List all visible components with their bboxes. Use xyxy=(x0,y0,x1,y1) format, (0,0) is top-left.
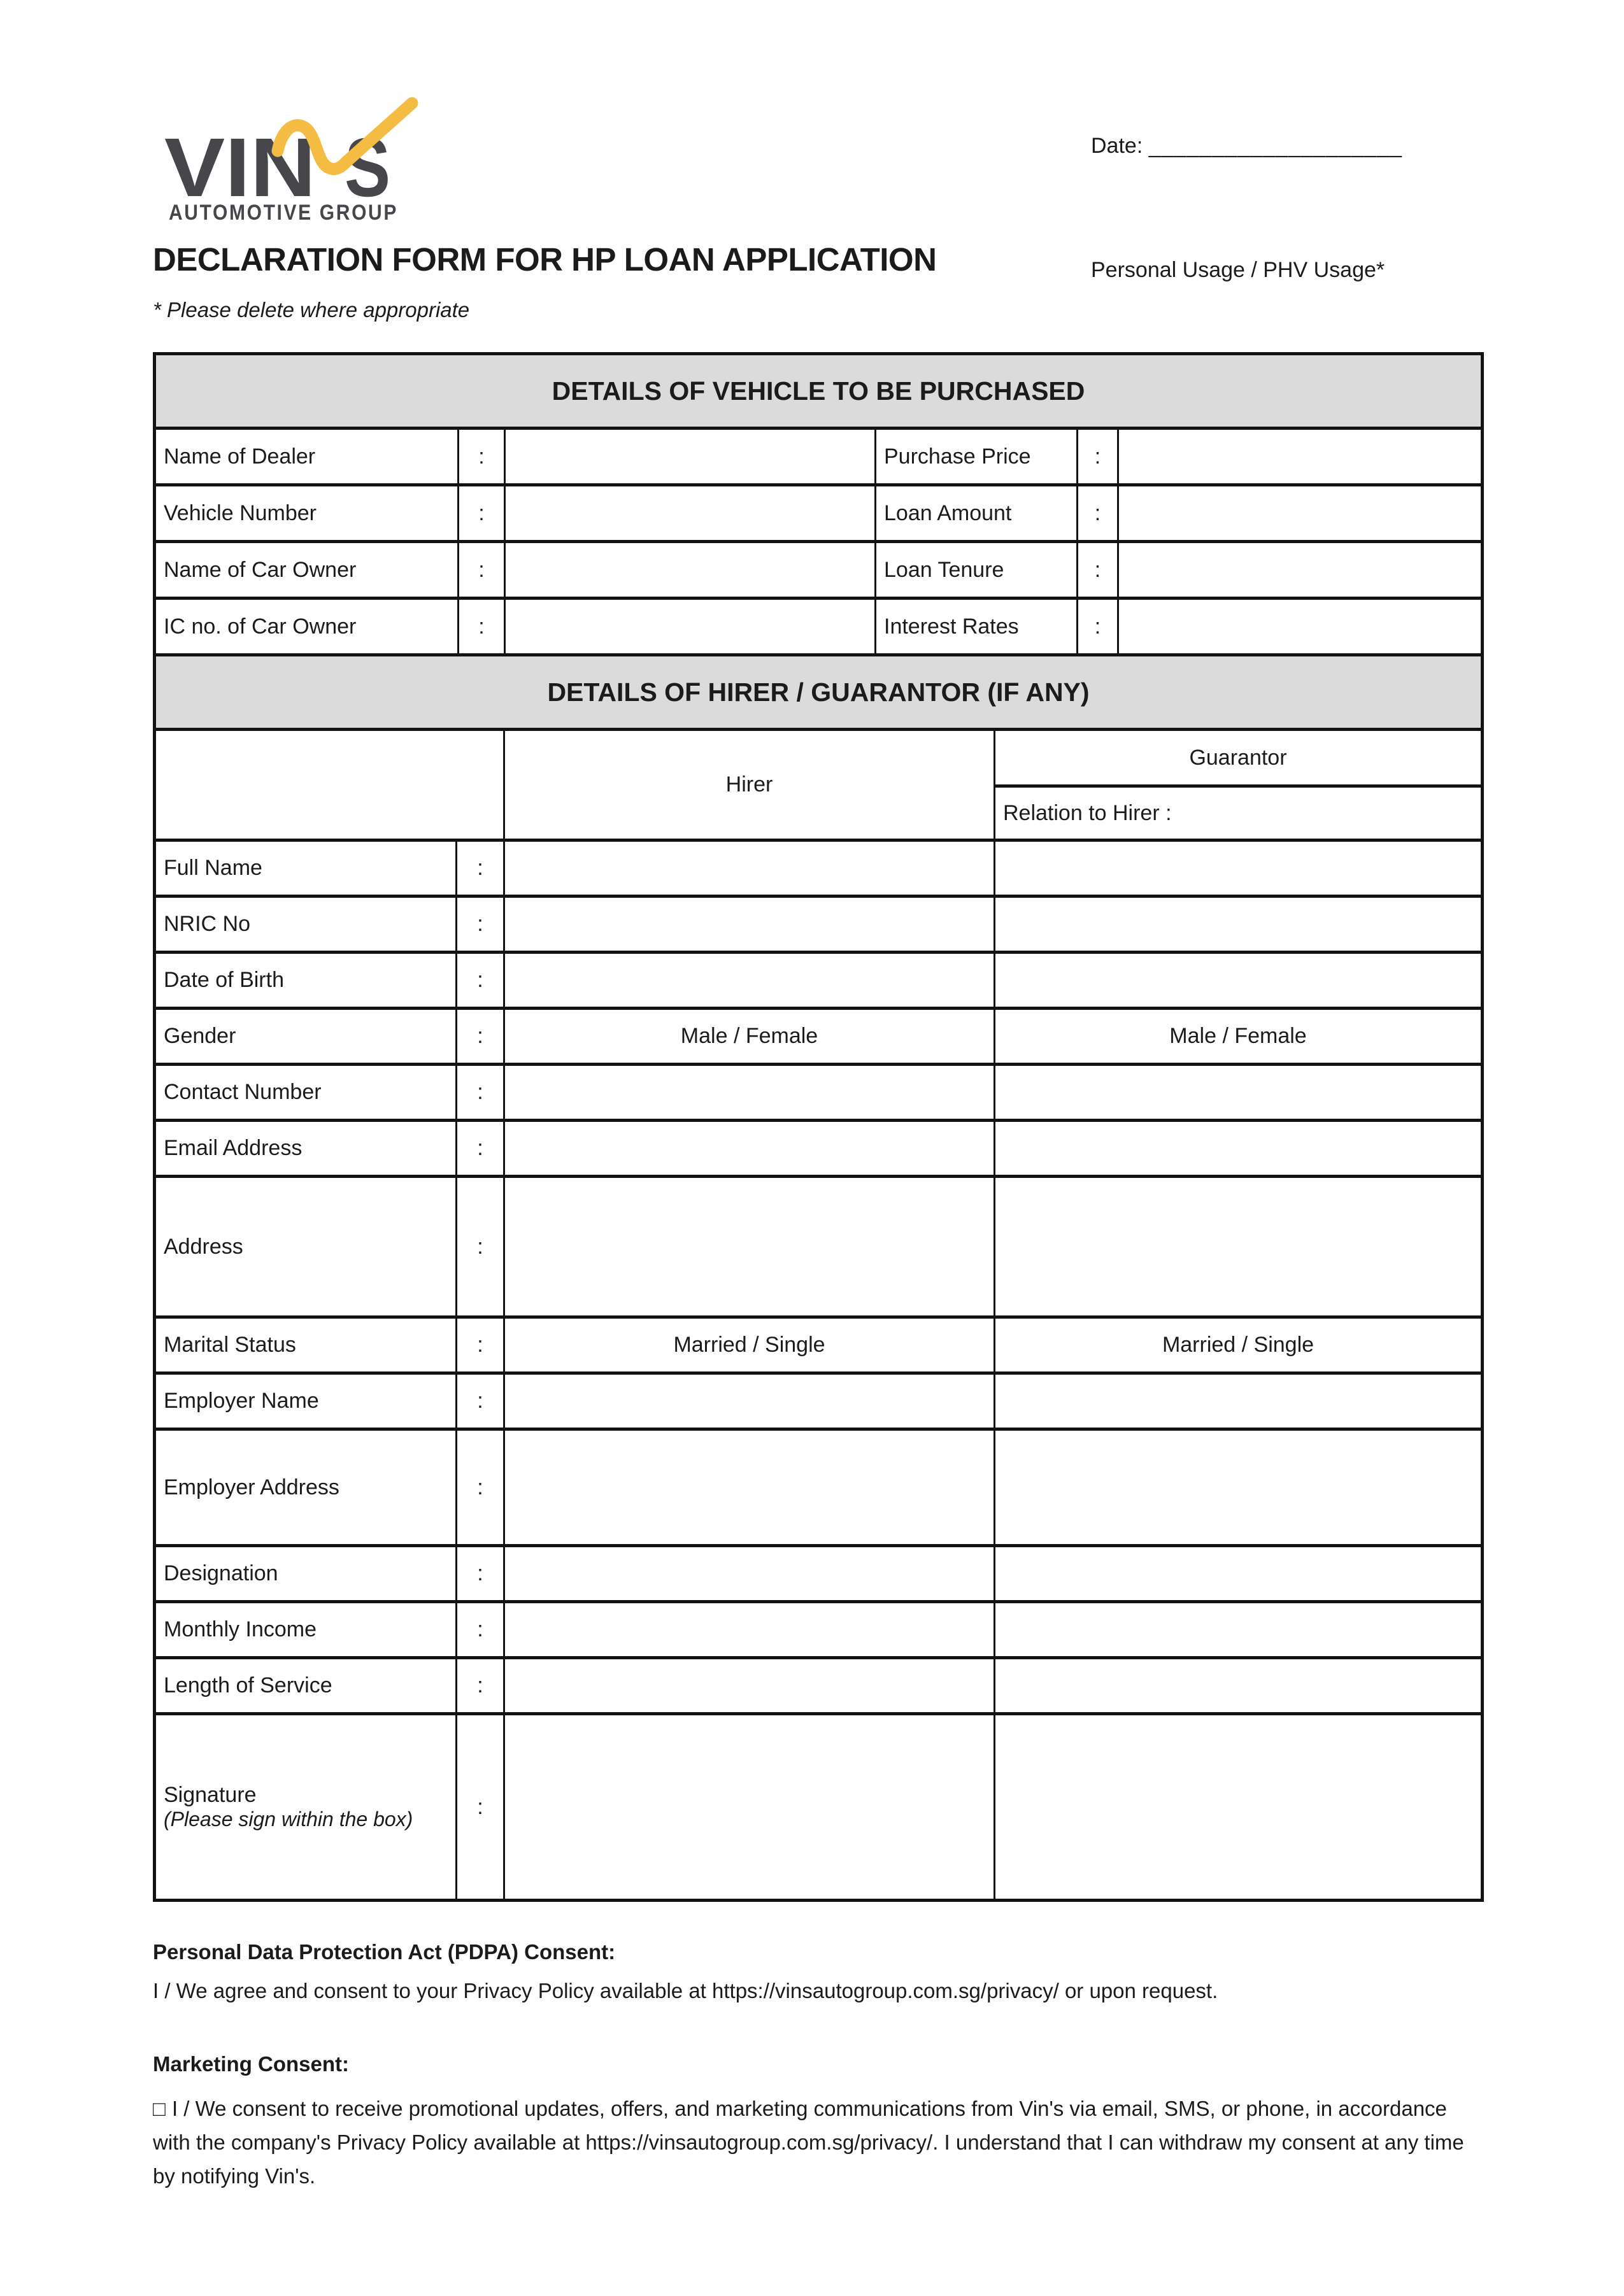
signature-label-text: Signature xyxy=(164,1783,257,1807)
delete-instruction-note: * Please delete where appropriate xyxy=(153,298,470,322)
vehicle-number-blank-cell[interactable] xyxy=(505,485,876,542)
colon-separator: : xyxy=(457,1121,504,1177)
purchase-price-blank-cell[interactable] xyxy=(1118,429,1483,485)
field-label: Name of Dealer xyxy=(155,429,459,485)
hirer-signature-box[interactable] xyxy=(504,1714,995,1901)
colon-separator: : xyxy=(457,840,504,896)
logo-tagline: AUTOMOTIVE GROUP xyxy=(169,201,398,225)
table-row xyxy=(155,1065,1483,1121)
car-owner-ic-blank-cell[interactable] xyxy=(505,599,876,655)
field-label: Date of Birth xyxy=(155,953,457,1009)
table-row xyxy=(155,1714,1483,1901)
table-row xyxy=(155,1373,1483,1429)
vins-automotive-logo xyxy=(153,90,427,227)
table-row xyxy=(155,953,1483,1009)
hirer-dob-blank-cell[interactable] xyxy=(504,953,995,1009)
guarantor-employer-address-blank-cell[interactable] xyxy=(995,1429,1483,1546)
field-label: Name of Car Owner xyxy=(155,542,459,599)
table-row xyxy=(155,896,1483,953)
colon-separator: : xyxy=(457,1009,504,1065)
date-blank-line[interactable]: ____________________ xyxy=(1148,134,1402,158)
hirer-guarantor-table xyxy=(153,653,1484,1902)
field-label: Monthly Income xyxy=(155,1602,457,1658)
interest-rates-blank-cell[interactable] xyxy=(1118,599,1483,655)
vehicle-table-title: DETAILS OF VEHICLE TO BE PURCHASED xyxy=(155,354,1483,429)
field-label: Gender xyxy=(155,1009,457,1065)
table-row xyxy=(155,1009,1483,1065)
table-row xyxy=(155,485,1483,542)
colon-separator: : xyxy=(457,1602,504,1658)
vehicle-details-table xyxy=(153,352,1484,656)
field-label: Interest Rates xyxy=(876,599,1078,655)
logo-brand-right: S xyxy=(345,120,390,214)
pdpa-consent-text: I / We agree and consent to your Privacy Policy available at https://vinsautogroup.com.sg/privacy/ or upon request. xyxy=(153,1978,1218,2002)
loan-tenure-blank-cell[interactable] xyxy=(1118,542,1483,599)
guarantor-employer-name-blank-cell[interactable] xyxy=(995,1373,1483,1429)
guarantor-dob-blank-cell[interactable] xyxy=(995,953,1483,1009)
guarantor-gender-options[interactable]: Male / Female xyxy=(995,1009,1483,1065)
date-label: Date: xyxy=(1091,134,1143,158)
table-row xyxy=(155,1317,1483,1373)
hirer-marital-status-options[interactable]: Married / Single xyxy=(504,1317,995,1373)
car-owner-name-blank-cell[interactable] xyxy=(505,542,876,599)
table-row xyxy=(155,599,1483,655)
colon-separator: : xyxy=(459,485,505,542)
hirer-contact-blank-cell[interactable] xyxy=(504,1065,995,1121)
field-label: Designation xyxy=(155,1546,457,1602)
guarantor-nric-blank-cell[interactable] xyxy=(995,896,1483,953)
hirer-gender-options[interactable]: Male / Female xyxy=(504,1009,995,1065)
field-label: Loan Amount xyxy=(876,485,1078,542)
hirer-employer-address-blank-cell[interactable] xyxy=(504,1429,995,1546)
dealer-name-blank-cell[interactable] xyxy=(505,429,876,485)
colon-separator: : xyxy=(457,953,504,1009)
hirer-designation-blank-cell[interactable] xyxy=(504,1546,995,1602)
field-label: Full Name xyxy=(155,840,457,896)
guarantor-designation-blank-cell[interactable] xyxy=(995,1546,1483,1602)
marketing-consent-checkbox-icon[interactable]: □ xyxy=(153,2097,166,2121)
guarantor-signature-box[interactable] xyxy=(995,1714,1483,1901)
table-row xyxy=(155,1177,1483,1317)
colon-separator: : xyxy=(457,1546,504,1602)
table-row xyxy=(155,542,1483,599)
signature-instruction-note: (Please sign within the box) xyxy=(164,1808,413,1831)
guarantor-monthly-income-blank-cell[interactable] xyxy=(995,1602,1483,1658)
empty-corner-cell xyxy=(155,730,504,840)
page-title: DECLARATION FORM FOR HP LOAN APPLICATION xyxy=(153,241,937,278)
field-label: Employer Address xyxy=(155,1429,457,1546)
table-row xyxy=(155,1602,1483,1658)
colon-separator: : xyxy=(457,1177,504,1317)
field-label: NRIC No xyxy=(155,896,457,953)
column-header-row xyxy=(155,730,1483,786)
colon-separator: : xyxy=(457,1373,504,1429)
table-row xyxy=(155,1429,1483,1546)
relation-to-hirer-label: Relation to Hirer : xyxy=(995,786,1483,840)
colon-separator: : xyxy=(457,1658,504,1714)
hirer-monthly-income-blank-cell[interactable] xyxy=(504,1602,995,1658)
marketing-consent-text xyxy=(153,2092,1485,2193)
table-row xyxy=(155,429,1483,485)
usage-note: Personal Usage / PHV Usage* xyxy=(1091,258,1385,282)
colon-separator: : xyxy=(457,1317,504,1373)
colon-separator: : xyxy=(1078,599,1118,655)
date-field xyxy=(1091,134,1402,159)
guarantor-length-of-service-blank-cell[interactable] xyxy=(995,1658,1483,1714)
consent-section xyxy=(153,1936,1485,2193)
table-row xyxy=(155,1658,1483,1714)
colon-separator: : xyxy=(459,542,505,599)
field-label: Address xyxy=(155,1177,457,1317)
hirer-email-blank-cell[interactable] xyxy=(504,1121,995,1177)
colon-separator: : xyxy=(459,429,505,485)
hirer-table-title: DETAILS OF HIRER / GUARANTOR (IF ANY) xyxy=(155,655,1483,730)
hirer-address-blank-cell[interactable] xyxy=(504,1177,995,1317)
colon-separator: : xyxy=(1078,485,1118,542)
guarantor-contact-blank-cell[interactable] xyxy=(995,1065,1483,1121)
pdpa-consent-heading: Personal Data Protection Act (PDPA) Consent: xyxy=(153,1940,616,1964)
marketing-consent-heading: Marketing Consent: xyxy=(153,2052,350,2076)
field-label: Loan Tenure xyxy=(876,542,1078,599)
hirer-employer-name-blank-cell[interactable] xyxy=(504,1373,995,1429)
guarantor-marital-status-options[interactable]: Married / Single xyxy=(995,1317,1483,1373)
hirer-column-header: Hirer xyxy=(504,730,995,840)
table-row xyxy=(155,1121,1483,1177)
colon-separator: : xyxy=(457,1714,504,1901)
field-label: Vehicle Number xyxy=(155,485,459,542)
guarantor-address-blank-cell[interactable] xyxy=(995,1177,1483,1317)
hirer-length-of-service-blank-cell[interactable] xyxy=(504,1658,995,1714)
table-row xyxy=(155,840,1483,896)
colon-separator: : xyxy=(459,599,505,655)
field-label: Marital Status xyxy=(155,1317,457,1373)
hirer-nric-blank-cell[interactable] xyxy=(504,896,995,953)
colon-separator: : xyxy=(457,1429,504,1546)
logo-brand-left: VIN xyxy=(164,120,316,214)
field-label: IC no. of Car Owner xyxy=(155,599,459,655)
table-row xyxy=(155,1546,1483,1602)
guarantor-column-header: Guarantor xyxy=(995,730,1483,786)
field-label: Contact Number xyxy=(155,1065,457,1121)
field-label: Length of Service xyxy=(155,1658,457,1714)
colon-separator: : xyxy=(457,896,504,953)
field-label: Employer Name xyxy=(155,1373,457,1429)
guarantor-email-blank-cell[interactable] xyxy=(995,1121,1483,1177)
field-label: Email Address xyxy=(155,1121,457,1177)
signature-field-label xyxy=(155,1714,457,1901)
marketing-consent-body: I / We consent to receive promotional updates, offers, and marketing communications from Vin's via email, SMS, or phone, in accordance with the company's Privacy Policy available at https://vinsautogroup.com.sg/privacy/. I understand that I can withdraw my consent at any time by notifying Vin's. xyxy=(153,2097,1464,2188)
colon-separator: : xyxy=(457,1065,504,1121)
field-label: Purchase Price xyxy=(876,429,1078,485)
guarantor-full-name-blank-cell[interactable] xyxy=(995,840,1483,896)
hirer-full-name-blank-cell[interactable] xyxy=(504,840,995,896)
colon-separator: : xyxy=(1078,429,1118,485)
loan-amount-blank-cell[interactable] xyxy=(1118,485,1483,542)
colon-separator: : xyxy=(1078,542,1118,599)
